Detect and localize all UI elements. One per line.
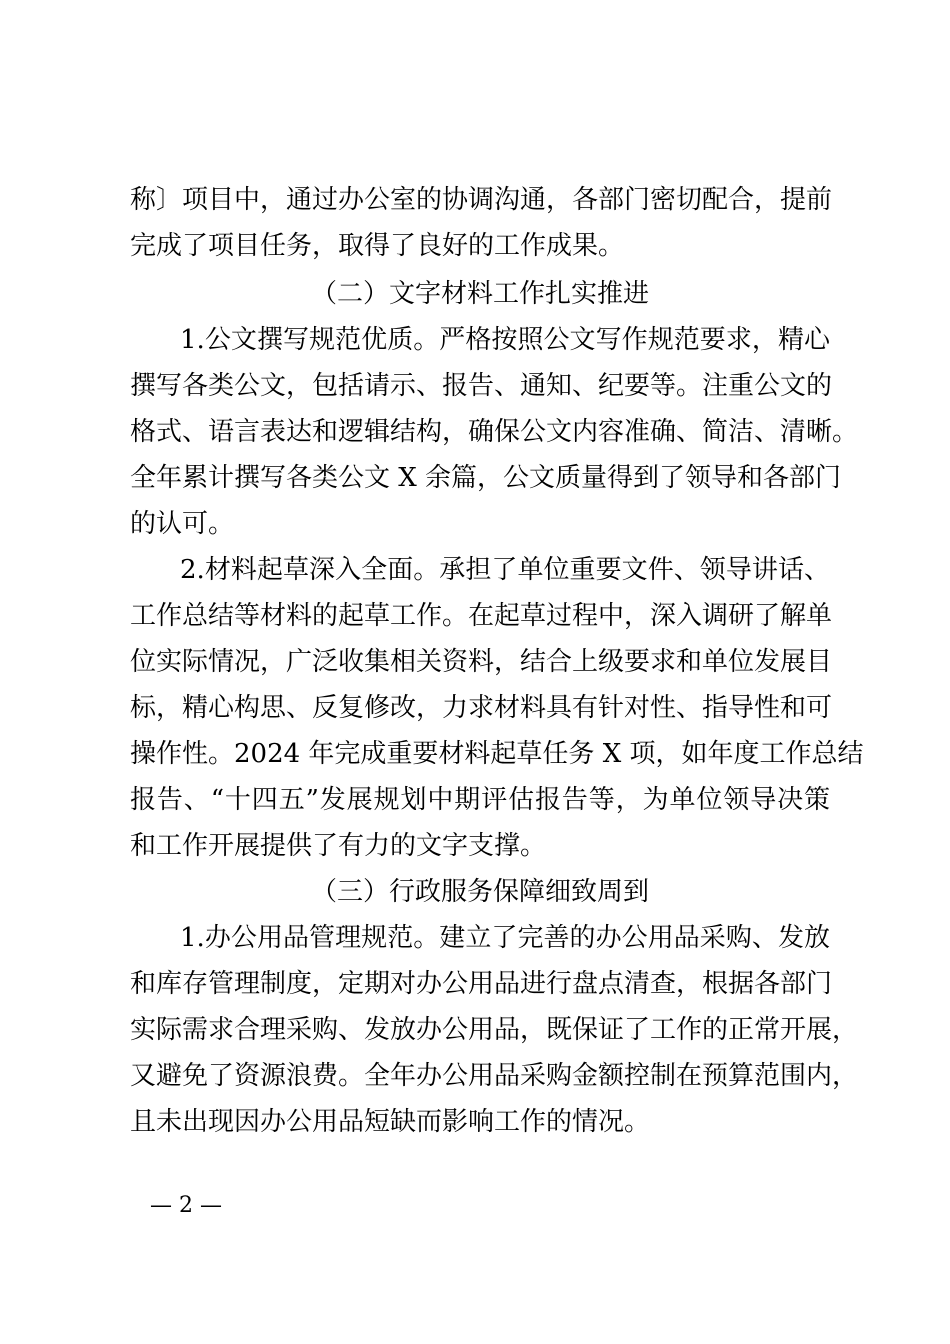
paragraph-line: 全年累计撰写各类公文 X 余篇，公文质量得到了领导和各部门 <box>130 463 842 493</box>
paragraph-line: 1.公文撰写规范优质。严格按照公文写作规范要求，精心 <box>180 325 830 355</box>
paragraph-line: 实际需求合理采购、发放办公用品，既保证了工作的正常开展， <box>130 1015 859 1045</box>
paragraph-line: 1.办公用品管理规范。建立了完善的办公用品采购、发放 <box>180 923 830 953</box>
paragraph-line: 撰写各类公文，包括请示、报告、通知、纪要等。注重公文的 <box>130 371 833 401</box>
page-number: — 2 — <box>150 1193 222 1218</box>
paragraph-line: 完成了项目任务，取得了良好的工作成果。 <box>130 231 625 261</box>
paragraph-line: 报告、“十四五”发展规划中期评估报告等，为单位领导决策 <box>130 785 830 815</box>
paragraph-line: 和库存管理制度，定期对办公用品进行盘点清查，根据各部门 <box>130 969 833 999</box>
paragraph-line: 且未出现因办公用品短缺而影响工作的情况。 <box>130 1107 651 1137</box>
section-heading-3: （三）行政服务保障细致周到 <box>310 877 649 907</box>
paragraph-line: 位实际情况，广泛收集相关资料，结合上级要求和单位发展目 <box>130 647 833 677</box>
paragraph-line: 标，精心构思、反复修改，力求材料具有针对性、指导性和可 <box>130 693 833 723</box>
paragraph-line: 称〕项目中，通过办公室的协调沟通，各部门密切配合，提前 <box>130 185 833 215</box>
paragraph-line: 和工作开展提供了有力的文字支撑。 <box>130 831 547 861</box>
paragraph-line: 格式、语言表达和逻辑结构，确保公文内容准确、简洁、清晰。 <box>130 417 859 447</box>
paragraph-line: 工作总结等材料的起草工作。在起草过程中，深入调研了解单 <box>130 601 833 631</box>
paragraph-line: 又避免了资源浪费。全年办公用品采购金额控制在预算范围内， <box>130 1061 859 1091</box>
paragraph-line: 操作性。2024 年完成重要材料起草任务 X 项，如年度工作总结 <box>130 739 864 769</box>
paragraph-line: 2.材料起草深入全面。承担了单位重要文件、领导讲话、 <box>180 555 830 585</box>
section-heading-2: （二）文字材料工作扎实推进 <box>310 279 649 309</box>
paragraph-line: 的认可。 <box>130 509 235 539</box>
